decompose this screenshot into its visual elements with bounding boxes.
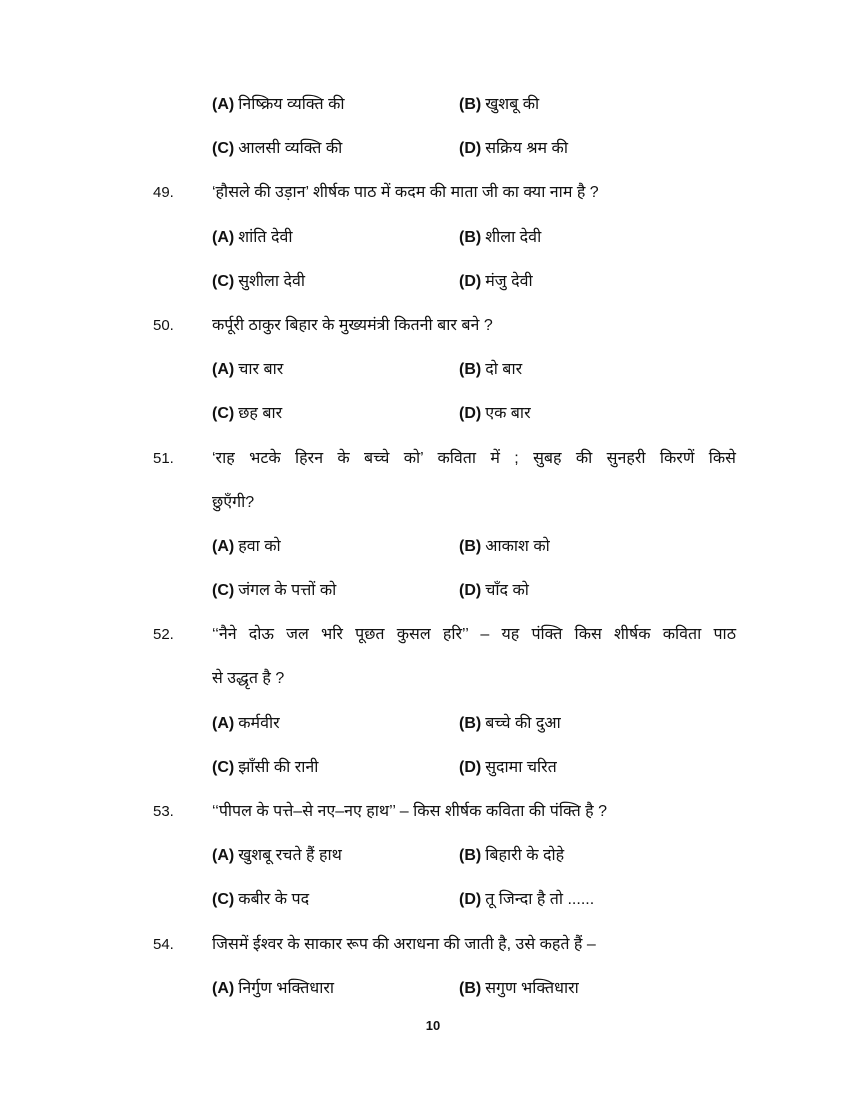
question-number: 50. bbox=[153, 316, 174, 334]
option-label: (D) bbox=[459, 140, 482, 158]
options-row bbox=[0, 569, 850, 613]
option-label: (B) bbox=[459, 537, 482, 555]
option-text: आकाश को bbox=[485, 537, 550, 555]
option-text: कबीर के पद bbox=[238, 891, 310, 909]
answer-option bbox=[212, 392, 282, 436]
answer-option bbox=[212, 746, 318, 790]
question-block bbox=[0, 613, 850, 790]
option-label: (D) bbox=[459, 758, 482, 776]
option-label: (A) bbox=[212, 537, 235, 555]
answer-option bbox=[212, 127, 342, 171]
question-block bbox=[0, 171, 850, 304]
option-text: चार बार bbox=[238, 361, 284, 379]
options-row bbox=[0, 525, 850, 569]
options-row bbox=[0, 878, 850, 922]
answer-option bbox=[459, 392, 531, 436]
option-label: (D) bbox=[459, 891, 482, 909]
options-row bbox=[0, 260, 850, 304]
option-label: (A) bbox=[212, 979, 235, 997]
answer-option bbox=[459, 702, 561, 746]
question-block bbox=[0, 790, 850, 923]
option-text: सुशीला देवी bbox=[238, 272, 306, 290]
answer-option bbox=[212, 260, 305, 304]
option-label: (C) bbox=[212, 582, 235, 600]
answer-option bbox=[212, 967, 334, 1011]
option-text: छह बार bbox=[238, 405, 283, 423]
answer-option bbox=[212, 83, 345, 127]
question-block bbox=[0, 923, 850, 1011]
option-text: बिहारी के दोहे bbox=[485, 847, 565, 865]
option-text: मंजु देवी bbox=[485, 272, 533, 290]
option-text: हवा को bbox=[238, 537, 281, 555]
option-text: दो बार bbox=[485, 361, 523, 379]
question-line bbox=[0, 613, 850, 657]
question-line bbox=[0, 437, 850, 481]
question-number: 51. bbox=[153, 449, 174, 467]
answer-option bbox=[212, 216, 293, 260]
option-text: झाँसी की रानी bbox=[238, 758, 319, 776]
question-number: 49. bbox=[153, 184, 174, 202]
option-label: (B) bbox=[459, 96, 482, 113]
answer-option bbox=[212, 569, 336, 613]
option-text: सुदामा चरित bbox=[485, 758, 557, 776]
question-text: ‘हौसले की उड़ान’ शीर्षक पाठ में कदम की माता जी का क्या नाम है ? bbox=[212, 184, 599, 202]
question-line bbox=[0, 790, 850, 834]
option-label: (B) bbox=[459, 714, 482, 732]
option-label: (C) bbox=[212, 891, 235, 909]
answer-option bbox=[212, 878, 309, 922]
options-row bbox=[0, 216, 850, 260]
question-text: जिसमें ईश्वर के साकार रूप की अराधना की जाती है, उसे कहते हैं – bbox=[212, 935, 596, 953]
answer-option bbox=[459, 834, 564, 878]
answer-option bbox=[459, 260, 533, 304]
option-label: (D) bbox=[459, 405, 482, 423]
answer-option bbox=[212, 702, 280, 746]
options-row bbox=[0, 746, 850, 790]
option-label: (C) bbox=[212, 140, 235, 158]
option-text: शीला देवी bbox=[485, 228, 542, 246]
option-text: एक बार bbox=[485, 405, 531, 423]
option-label: (C) bbox=[212, 405, 235, 423]
options-row bbox=[0, 834, 850, 878]
options-row bbox=[0, 83, 850, 127]
question-text: छुएँगी? bbox=[212, 493, 255, 511]
answer-option bbox=[459, 878, 594, 922]
question-number: 53. bbox=[153, 803, 174, 820]
question-line bbox=[0, 171, 850, 215]
question-line bbox=[0, 304, 850, 348]
options-row bbox=[0, 392, 850, 436]
answer-option bbox=[459, 746, 557, 790]
answer-option bbox=[212, 348, 283, 392]
option-text: शांति देवी bbox=[238, 228, 293, 246]
question-block bbox=[0, 304, 850, 437]
option-label: (A) bbox=[212, 228, 235, 246]
options-row bbox=[0, 348, 850, 392]
option-text: आलसी व्यक्ति की bbox=[238, 140, 343, 158]
question-text: ‘राह भटके हिरन के बच्चे को’ कविता में ; सुबह की सुनहरी किरणें किसे bbox=[212, 449, 736, 467]
option-text: निर्गुण भक्तिधारा bbox=[238, 979, 335, 997]
question-text: ‘‘पीपल के पत्ते–से नए–नए हाथ’’ – किस शीर्षक कविता की पंक्ति है ? bbox=[212, 803, 607, 820]
option-text: निष्क्रिय व्यक्ति की bbox=[238, 96, 345, 113]
question-block bbox=[0, 83, 850, 171]
answer-option bbox=[459, 525, 550, 569]
answer-option bbox=[459, 83, 539, 127]
option-text: तू जिन्दा है तो ...... bbox=[485, 891, 595, 909]
question-block bbox=[0, 437, 850, 614]
answer-option bbox=[459, 569, 529, 613]
option-label: (D) bbox=[459, 582, 482, 600]
question-line bbox=[0, 481, 850, 525]
question-list bbox=[0, 83, 850, 1011]
option-text: सक्रिय श्रम की bbox=[485, 140, 568, 158]
option-label: (A) bbox=[212, 847, 235, 865]
answer-option bbox=[212, 834, 342, 878]
option-label: (A) bbox=[212, 96, 235, 113]
answer-option bbox=[459, 216, 541, 260]
option-text: बच्चे की दुआ bbox=[485, 714, 561, 732]
question-line bbox=[0, 923, 850, 967]
option-label: (C) bbox=[212, 758, 235, 776]
option-text: जंगल के पत्तों को bbox=[238, 582, 337, 600]
option-label: (B) bbox=[459, 228, 482, 246]
option-text: खुशबू रचते हैं हाथ bbox=[238, 847, 342, 865]
option-label: (B) bbox=[459, 361, 482, 379]
option-label: (B) bbox=[459, 979, 482, 997]
question-text: से उद्धृत है ? bbox=[212, 670, 285, 688]
options-row bbox=[0, 967, 850, 1011]
option-label: (A) bbox=[212, 714, 235, 732]
option-label: (C) bbox=[212, 272, 235, 290]
option-text: सगुण भक्तिधारा bbox=[485, 979, 579, 997]
options-row bbox=[0, 127, 850, 171]
question-number: 52. bbox=[153, 626, 174, 644]
option-text: खुशबू की bbox=[485, 96, 540, 113]
options-row bbox=[0, 702, 850, 746]
question-number: 54. bbox=[153, 935, 174, 953]
question-line bbox=[0, 657, 850, 701]
answer-option bbox=[459, 127, 568, 171]
answer-option bbox=[212, 525, 281, 569]
answer-option bbox=[459, 348, 522, 392]
option-label: (B) bbox=[459, 847, 482, 865]
question-text: ‘‘नैने दोऊ जल भरि पूछत कुसल हरि’’ – यह पंक्ति किस शीर्षक कविता पाठ bbox=[212, 626, 736, 644]
page-number: 10 bbox=[425, 1018, 441, 1033]
option-text: कर्मवीर bbox=[238, 714, 280, 732]
option-label: (A) bbox=[212, 361, 235, 379]
option-text: चाँद को bbox=[485, 582, 529, 600]
option-label: (D) bbox=[459, 272, 482, 290]
answer-option bbox=[459, 967, 579, 1011]
question-text: कर्पूरी ठाकुर बिहार के मुख्यमंत्री कितनी बार बने ? bbox=[212, 316, 493, 334]
